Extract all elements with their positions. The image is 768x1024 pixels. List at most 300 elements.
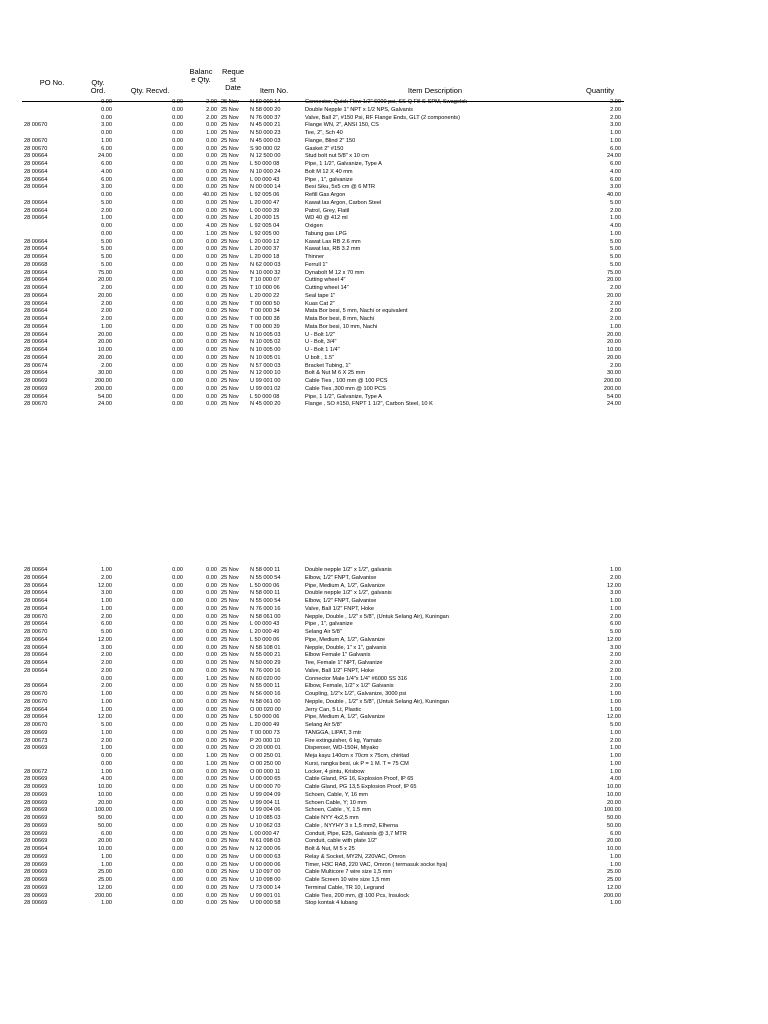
balance-qty: 0.00 xyxy=(206,698,217,705)
po-number: 28 00669 xyxy=(24,807,48,814)
table-row xyxy=(0,745,768,753)
request-date: 25 Nov xyxy=(221,636,239,643)
qty-ordered: 5.00 xyxy=(101,261,112,268)
header-balance-qty xyxy=(184,68,218,84)
qty-received: 0.00 xyxy=(172,830,183,837)
po-number: 28 00664 xyxy=(24,574,48,581)
table-row xyxy=(0,800,768,808)
quantity: 200.00 xyxy=(603,378,621,384)
request-date: 25 Nov xyxy=(221,892,239,899)
balance-qty: 0.00 xyxy=(206,807,217,814)
qty-ordered: 20.00 xyxy=(98,838,112,845)
quantity: 1.00 xyxy=(610,323,621,330)
balance-qty: 0.00 xyxy=(206,574,217,581)
item-description: Tee, Female 1" NPT, Galvanize xyxy=(305,660,383,666)
item-number: N 55 000 11 xyxy=(250,683,281,690)
item-description: Cable Multicore 7 wire size 1,5 mm xyxy=(305,869,393,876)
item-number: U 00 000 70 xyxy=(250,784,281,790)
qty-ordered: 2.00 xyxy=(101,308,112,315)
table-row xyxy=(0,363,768,371)
po-number: 28 00664 xyxy=(24,184,48,191)
request-date: 25 Nov xyxy=(221,613,239,620)
table-row xyxy=(0,161,768,169)
table-row xyxy=(0,215,768,223)
qty-received: 0.00 xyxy=(172,760,183,767)
quantity: 24.00 xyxy=(607,153,621,160)
balance-qty: 0.00 xyxy=(206,714,217,721)
item-description: Valve, Ball 2", #150 Psi, RF Flange Ends, GLT (2 components) xyxy=(305,114,460,121)
po-number: 28 00664 xyxy=(24,285,48,291)
item-description: Bolt M 12 X 40 mm xyxy=(305,168,353,175)
request-date: 25 Nov xyxy=(221,401,239,408)
qty-received: 0.00 xyxy=(172,652,183,659)
item-description: Dynabolt M 12 x 70 mm xyxy=(305,269,365,276)
request-date: 25 Nov xyxy=(221,168,239,175)
request-date: 25 Nov xyxy=(221,784,239,790)
request-date: 25 Nov xyxy=(221,567,239,573)
balance-qty: 0.00 xyxy=(206,316,217,322)
quantity: 1.00 xyxy=(610,230,621,237)
request-date: 25 Nov xyxy=(221,822,239,829)
balance-qty: 0.00 xyxy=(206,339,217,346)
table-row xyxy=(0,885,768,893)
item-number: N 58 061 00 xyxy=(250,613,281,620)
item-description: Cable Ties , 100 mm @ 100 PCS xyxy=(305,378,388,384)
qty-ordered: 6.00 xyxy=(101,621,112,628)
request-date: 25 Nov xyxy=(221,691,239,697)
qty-ordered: 25.00 xyxy=(98,869,112,876)
quantity: 2.00 xyxy=(610,613,621,620)
qty-ordered: 75.00 xyxy=(98,269,112,276)
table-row xyxy=(0,621,768,629)
header-quantity: Quantity xyxy=(586,86,614,95)
po-number: 28 00669 xyxy=(24,900,48,907)
item-description: Kawat las, RB 3.2 mm xyxy=(305,246,361,253)
table-row xyxy=(0,831,768,839)
qty-received: 0.00 xyxy=(172,776,183,783)
item-number: L 20 000 15 xyxy=(250,215,280,222)
quantity: 2.00 xyxy=(610,285,621,291)
qty-received: 0.00 xyxy=(172,884,183,891)
balance-qty: 0.00 xyxy=(206,199,217,206)
po-number: 28 00669 xyxy=(24,853,48,860)
qty-ordered: 20.00 xyxy=(98,354,112,361)
request-date: 25 Nov xyxy=(221,598,239,604)
po-number: 28 00664 xyxy=(24,176,48,183)
qty-received: 0.00 xyxy=(172,784,183,790)
header-request-line3: Date xyxy=(225,83,241,92)
request-date: 25 Nov xyxy=(221,590,239,597)
header-qty-recvd: Qty. Recvd. xyxy=(130,86,170,95)
qty-ordered: 50.00 xyxy=(98,822,112,829)
po-number: 28 00664 xyxy=(24,636,48,643)
qty-ordered: 5.00 xyxy=(101,254,112,260)
table-row xyxy=(0,784,768,792)
request-date: 25 Nov xyxy=(221,238,239,245)
item-description: Connector, Quick Flow 1/2" 6000 psi, SS-Q F8-S-SPM, Swagelok xyxy=(305,99,468,105)
qty-received: 0.00 xyxy=(172,822,183,829)
request-date: 25 Nov xyxy=(221,683,239,690)
qty-ordered: 1.00 xyxy=(101,598,112,604)
balance-qty: 1.00 xyxy=(206,230,217,237)
qty-received: 0.00 xyxy=(172,698,183,705)
qty-ordered: 200.00 xyxy=(94,378,112,384)
qty-received: 0.00 xyxy=(172,629,183,635)
po-number: 28 00669 xyxy=(24,776,48,783)
item-description: Pipe, Medium A, 1/2", Galvanize xyxy=(305,582,386,589)
quantity: 30.00 xyxy=(607,370,621,377)
balance-qty: 0.00 xyxy=(206,846,217,852)
balance-qty: 0.00 xyxy=(206,815,217,821)
request-date: 25 Nov xyxy=(221,877,239,883)
qty-ordered: 10.00 xyxy=(98,784,112,790)
qty-received: 0.00 xyxy=(172,137,183,144)
quantity: 54.00 xyxy=(607,393,621,400)
balance-qty: 0.00 xyxy=(206,261,217,268)
qty-received: 0.00 xyxy=(172,877,183,883)
item-number: O 00 000 11 xyxy=(250,768,281,775)
qty-received: 0.00 xyxy=(172,246,183,253)
table-row xyxy=(0,277,768,285)
item-description: Cable NYY 4x2,5 mm xyxy=(305,815,359,821)
balance-qty: 0.00 xyxy=(206,285,217,291)
table-row xyxy=(0,347,768,355)
qty-received: 0.00 xyxy=(172,846,183,852)
item-description: Relay & Socket, MY2N, 220VAC, Omron xyxy=(305,853,406,860)
table-row xyxy=(0,231,768,239)
qty-ordered: 25.00 xyxy=(98,877,112,883)
table-row xyxy=(0,761,768,769)
qty-received: 0.00 xyxy=(172,853,183,860)
po-number: 28 00664 xyxy=(24,207,48,214)
qty-received: 0.00 xyxy=(172,768,183,775)
request-date: 25 Nov xyxy=(221,760,239,767)
qty-ordered: 0.00 xyxy=(101,675,112,682)
item-number: L 50 000 06 xyxy=(250,714,280,721)
table-row xyxy=(0,722,768,730)
request-date: 25 Nov xyxy=(221,629,239,635)
qty-ordered: 1.00 xyxy=(101,137,112,144)
quantity: 5.00 xyxy=(610,722,621,728)
item-number: N 50 000 23 xyxy=(250,130,281,136)
po-number: 28 00664 xyxy=(24,215,48,222)
item-number: U 00 000 58 xyxy=(250,900,281,907)
table-row xyxy=(0,738,768,746)
item-description: Elbow Female 1" Galvanis xyxy=(305,652,371,659)
header-item-description: Item Description xyxy=(407,86,463,95)
po-number: 28 00664 xyxy=(24,238,48,245)
table-row xyxy=(0,730,768,738)
qty-ordered: 2.00 xyxy=(101,362,112,369)
item-number: N 55 000 21 xyxy=(250,652,281,659)
item-description: Bolt & Nut M 6 X 25 mm xyxy=(305,370,365,377)
qty-ordered: 2.00 xyxy=(101,574,112,581)
qty-ordered: 6.00 xyxy=(101,830,112,837)
item-description: Fire extinguisher, 6 kg, Yamato xyxy=(305,737,382,744)
po-number: 28 00664 xyxy=(24,605,48,612)
quantity: 2.00 xyxy=(610,652,621,659)
po-number: 28 00664 xyxy=(24,292,48,299)
qty-ordered: 1.00 xyxy=(101,745,112,752)
balance-qty: 0.00 xyxy=(206,892,217,899)
qty-received: 0.00 xyxy=(172,347,183,353)
balance-qty: 0.00 xyxy=(206,184,217,191)
balance-qty: 0.00 xyxy=(206,385,217,392)
po-number: 28 00669 xyxy=(24,892,48,899)
qty-received: 0.00 xyxy=(172,590,183,597)
request-date: 25 Nov xyxy=(221,161,239,167)
item-description: Cable Gland, PG 16, Explosion Proof, IP 65 xyxy=(305,776,414,783)
qty-received: 0.00 xyxy=(172,331,183,338)
po-number: 28 00664 xyxy=(24,621,48,628)
item-description: Cable Ties, 200 mm, @ 100 Pcs, Insulock xyxy=(305,892,409,899)
po-number: 28 00673 xyxy=(24,737,48,744)
balance-qty: 0.00 xyxy=(206,737,217,744)
item-number: N 58 061 00 xyxy=(250,698,281,705)
qty-received: 0.00 xyxy=(172,660,183,666)
request-date: 25 Nov xyxy=(221,378,239,384)
table-row xyxy=(0,575,768,583)
qty-ordered: 3.00 xyxy=(101,184,112,191)
qty-ordered: 2.00 xyxy=(101,613,112,620)
qty-ordered: 2.00 xyxy=(101,652,112,659)
request-date: 25 Nov xyxy=(221,729,239,736)
po-number: 28 00670 xyxy=(24,698,48,705)
table-row xyxy=(0,637,768,645)
item-number: N 58 000 20 xyxy=(250,106,281,113)
request-date: 25 Nov xyxy=(221,199,239,206)
qty-ordered: 12.00 xyxy=(98,884,112,891)
item-number: L 20 000 12 xyxy=(250,238,280,245)
qty-received: 0.00 xyxy=(172,370,183,377)
qty-ordered: 6.00 xyxy=(101,145,112,152)
table-row xyxy=(0,900,768,908)
po-number: 28 00669 xyxy=(24,799,48,806)
table-row xyxy=(0,339,768,347)
item-description: Oxigen xyxy=(305,223,323,229)
qty-received: 0.00 xyxy=(172,168,183,175)
qty-ordered: 3.00 xyxy=(101,590,112,597)
table-row xyxy=(0,614,768,622)
qty-received: 0.00 xyxy=(172,807,183,814)
qty-received: 0.00 xyxy=(172,737,183,744)
po-number: 28 00664 xyxy=(24,598,48,604)
table-row xyxy=(0,645,768,653)
table-row xyxy=(0,394,768,402)
quantity: 20.00 xyxy=(607,838,621,845)
item-description: Pipe, Medium A, 1/2", Galvanize xyxy=(305,636,386,643)
po-number: 28 00669 xyxy=(24,729,48,736)
item-description: Refill Gas Argon xyxy=(305,192,346,198)
item-description: Elbow, Female, 1/2" x 1/2" Galvanis xyxy=(305,683,394,690)
item-number: N 60 000 14 xyxy=(250,99,281,105)
po-number: 28 00664 xyxy=(24,667,48,674)
qty-ordered: 2.00 xyxy=(101,300,112,307)
balance-qty: 0.00 xyxy=(206,621,217,628)
table-row xyxy=(0,877,768,885)
header-qty-ord-line1: Qty. xyxy=(91,78,105,87)
header-request-date xyxy=(216,68,250,92)
request-date: 25 Nov xyxy=(221,285,239,291)
balance-qty: 0.00 xyxy=(206,354,217,361)
request-date: 25 Nov xyxy=(221,308,239,315)
item-description: Valve, Ball 1/2" FNPT, Hoke xyxy=(305,667,375,674)
item-number: L 50 000 06 xyxy=(250,636,280,643)
item-number: N 61 098 03 xyxy=(250,838,281,845)
item-number: L 00 000 43 xyxy=(250,621,280,628)
table-row xyxy=(0,668,768,676)
balance-qty: 0.00 xyxy=(206,137,217,144)
item-number: N 76 000 16 xyxy=(250,605,281,612)
balance-qty: 0.00 xyxy=(206,691,217,697)
po-number: 28 00664 xyxy=(24,254,48,260)
item-number: U 10 098 00 xyxy=(250,877,281,883)
item-description: TANGGA, LIPAT, 3 mtr xyxy=(305,729,362,736)
balance-qty: 0.00 xyxy=(206,784,217,790)
balance-qty: 4.00 xyxy=(206,223,217,229)
po-number: 28 00664 xyxy=(24,339,48,346)
item-number: L 00 000 43 xyxy=(250,176,280,183)
table-row xyxy=(0,807,768,815)
item-number: N 58 000 11 xyxy=(250,590,281,597)
po-number: 28 00668 xyxy=(24,261,48,268)
qty-ordered: 1.00 xyxy=(101,768,112,775)
qty-received: 0.00 xyxy=(172,277,183,284)
po-number: 28 00670 xyxy=(24,629,48,635)
balance-qty: 0.00 xyxy=(206,652,217,659)
request-date: 25 Nov xyxy=(221,605,239,612)
balance-qty: 0.00 xyxy=(206,776,217,783)
request-date: 25 Nov xyxy=(221,667,239,674)
quantity: 5.00 xyxy=(610,199,621,206)
item-number: T 10 000 06 xyxy=(250,285,280,291)
item-number: N 10 005 00 xyxy=(250,347,281,353)
request-date: 25 Nov xyxy=(221,277,239,284)
po-number: 28 00669 xyxy=(24,815,48,821)
request-date: 25 Nov xyxy=(221,137,239,144)
qty-ordered: 12.00 xyxy=(98,582,112,589)
quantity: 3.00 xyxy=(610,184,621,191)
quantity: 5.00 xyxy=(610,246,621,253)
qty-received: 0.00 xyxy=(172,613,183,620)
quantity: 1.00 xyxy=(610,137,621,144)
item-number: L 92 005 04 xyxy=(250,223,280,229)
item-description: Coupling, 1/2"x 1/2", Galvanize, 3000 psi xyxy=(305,691,407,697)
table-row xyxy=(0,223,768,231)
request-date: 25 Nov xyxy=(221,192,239,198)
request-date: 25 Nov xyxy=(221,768,239,775)
qty-ordered: 2.00 xyxy=(101,737,112,744)
item-description: Connector Male 1/4"x 1/4" #6000 SS 316 xyxy=(305,675,407,682)
request-date: 25 Nov xyxy=(221,354,239,361)
quantity: 25.00 xyxy=(607,869,621,876)
po-number: 28 00664 xyxy=(24,300,48,307)
quantity: 40.00 xyxy=(607,192,621,198)
item-number: N 62 000 03 xyxy=(250,261,281,268)
quantity: 1.00 xyxy=(610,853,621,860)
qty-received: 0.00 xyxy=(172,745,183,752)
table-row xyxy=(0,324,768,332)
item-description: Schoen, Cable, Y, 16 mm xyxy=(305,791,368,798)
balance-qty: 0.00 xyxy=(206,861,217,868)
quantity: 2.00 xyxy=(610,207,621,214)
item-number: O 00 250 00 xyxy=(250,760,281,767)
balance-qty: 0.00 xyxy=(206,877,217,883)
qty-received: 0.00 xyxy=(172,254,183,260)
item-number: U 99 004 09 xyxy=(250,791,281,798)
qty-ordered: 4.00 xyxy=(101,168,112,175)
quantity: 20.00 xyxy=(607,339,621,346)
quantity: 6.00 xyxy=(610,176,621,183)
balance-qty: 40.00 xyxy=(203,192,217,198)
table-row xyxy=(0,254,768,262)
qty-received: 0.00 xyxy=(172,869,183,876)
item-number: P 20 000 10 xyxy=(250,737,281,744)
balance-qty: 0.00 xyxy=(206,729,217,736)
balance-qty: 0.00 xyxy=(206,207,217,214)
qty-ordered: 1.00 xyxy=(101,729,112,736)
item-number: N 58 108 01 xyxy=(250,644,281,651)
po-number: 28 00664 xyxy=(24,168,48,175)
quantity: 20.00 xyxy=(607,277,621,284)
quantity: 50.00 xyxy=(607,815,621,821)
item-description: Pipe, 1 1/2", Galvanize, Type A xyxy=(305,161,382,167)
item-description: Seal tape 1" xyxy=(305,292,336,299)
qty-received: 0.00 xyxy=(172,145,183,152)
item-description: U - Bolt, 3/4" xyxy=(305,339,337,346)
item-description: Ferrull 1" xyxy=(305,261,328,268)
item-number: N 57 000 03 xyxy=(250,362,281,369)
qty-ordered: 20.00 xyxy=(98,339,112,346)
item-number: L 92 005 00 xyxy=(250,230,280,237)
quantity: 20.00 xyxy=(607,354,621,361)
qty-ordered: 10.00 xyxy=(98,791,112,798)
balance-qty: 0.00 xyxy=(206,401,217,408)
qty-ordered: 30.00 xyxy=(98,370,112,377)
balance-qty: 0.00 xyxy=(206,667,217,674)
quantity: 4.00 xyxy=(610,168,621,175)
qty-received: 0.00 xyxy=(172,292,183,299)
qty-received: 0.00 xyxy=(172,153,183,160)
qty-received: 0.00 xyxy=(172,582,183,589)
qty-received: 0.00 xyxy=(172,722,183,728)
request-date: 25 Nov xyxy=(221,393,239,400)
item-number: L 50 000 08 xyxy=(250,161,280,167)
qty-ordered: 1.00 xyxy=(101,567,112,573)
qty-received: 0.00 xyxy=(172,791,183,798)
request-date: 25 Nov xyxy=(221,652,239,659)
request-date: 25 Nov xyxy=(221,853,239,860)
request-date: 25 Nov xyxy=(221,153,239,160)
quantity: 10.00 xyxy=(607,846,621,852)
table-row xyxy=(0,583,768,591)
qty-received: 0.00 xyxy=(172,900,183,907)
table-row xyxy=(0,99,768,107)
item-description: Pipe , 1", galvanize xyxy=(305,176,353,183)
balance-qty: 0.00 xyxy=(206,161,217,167)
item-number: N 12 500 00 xyxy=(250,153,281,160)
qty-received: 0.00 xyxy=(172,574,183,581)
item-description: Elbow, 1/2" FNPT, Galvanise xyxy=(305,598,377,604)
balance-qty: 0.00 xyxy=(206,331,217,338)
qty-received: 0.00 xyxy=(172,714,183,721)
item-number: U 10 062 03 xyxy=(250,822,281,829)
table-row xyxy=(0,130,768,138)
table-row xyxy=(0,169,768,177)
balance-qty: 0.00 xyxy=(206,277,217,284)
item-description: Conduit, Pipe, E25, Galvanis @ 3,7 MTR xyxy=(305,830,407,837)
po-number: 28 00664 xyxy=(24,644,48,651)
